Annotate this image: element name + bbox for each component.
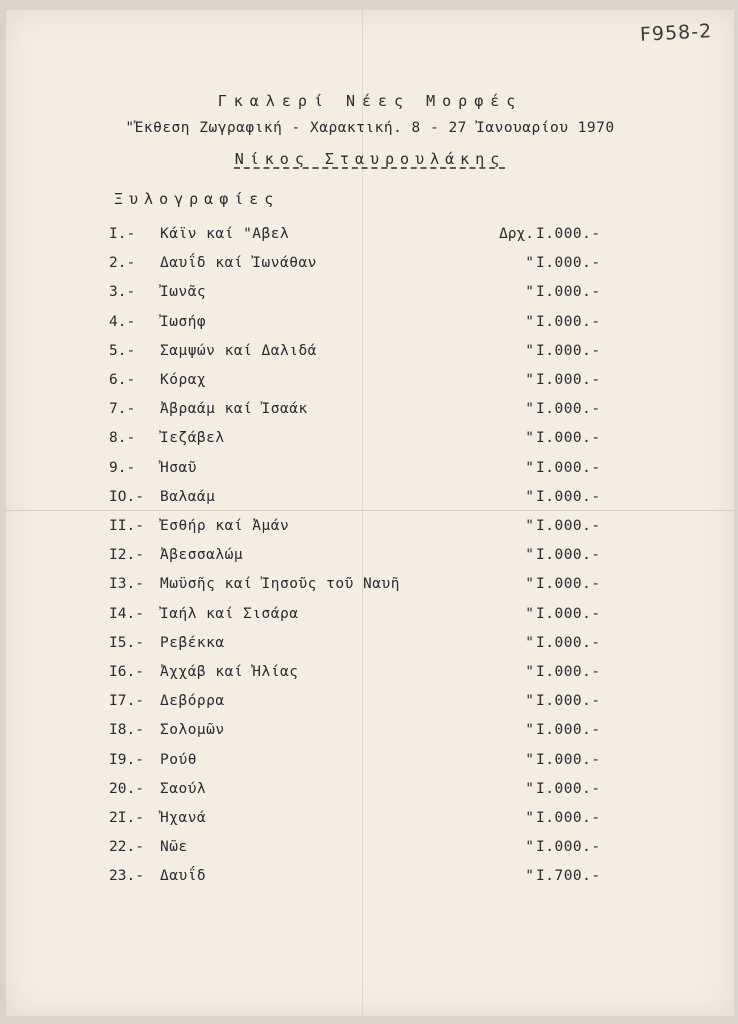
list-item <box>6 868 734 888</box>
item-title: Ἠσαῦ <box>160 459 197 476</box>
item-title: Ἰαήλ καί Σισάρα <box>160 605 299 622</box>
price-prefix: " <box>525 488 534 505</box>
list-item <box>6 489 734 509</box>
item-title: Ἰωνᾶς <box>160 284 207 301</box>
item-number: 7.- <box>109 401 136 418</box>
item-price: I.000.- <box>536 226 601 242</box>
item-price: I.000.- <box>536 634 601 651</box>
item-title: Σαούλ <box>160 780 207 797</box>
price-prefix: " <box>525 518 534 534</box>
item-title: Μωϋσῆς καί Ἰησοῦς τοῦ Ναυῆ <box>160 576 400 593</box>
price-prefix: " <box>525 430 534 447</box>
exhibition-title: "Ἐκθεση Ζωγραφική - Χαρακτική. 8 - 27 Ἰανουαρίου 1970 <box>125 120 615 136</box>
item-number: I7.- <box>109 693 144 710</box>
list-item <box>6 693 734 713</box>
item-price: I.700.- <box>536 868 601 885</box>
item-number: 5.- <box>109 342 136 359</box>
list-item <box>6 752 734 772</box>
item-number: I5.- <box>109 634 144 651</box>
item-number: 23.- <box>109 868 144 885</box>
item-title: Σαμψών καί Δαλιδά <box>160 342 317 359</box>
item-title: Κόραχ <box>160 372 207 388</box>
list-item <box>6 460 734 480</box>
price-prefix: " <box>525 284 534 301</box>
price-prefix: " <box>525 693 534 710</box>
list-item <box>6 314 734 334</box>
list-item <box>6 810 734 830</box>
price-prefix: " <box>525 722 534 739</box>
item-number: 20.- <box>109 780 144 797</box>
list-item <box>6 606 734 626</box>
item-number: 3.- <box>109 284 136 301</box>
price-prefix: " <box>525 810 534 826</box>
item-title: Νῶε <box>160 839 188 856</box>
item-price: I.000.- <box>536 401 601 418</box>
list-item <box>6 664 734 684</box>
item-title: Κάϊν καί "Αβελ <box>160 226 290 242</box>
item-price: I.000.- <box>536 488 601 505</box>
list-item <box>6 518 734 538</box>
list-item <box>6 226 734 246</box>
item-title: Ἀβεσσαλώμ <box>160 547 244 564</box>
item-title: Δαυΐδ <box>160 868 207 885</box>
item-number: II.- <box>109 518 144 534</box>
item-number: I3.- <box>109 576 144 593</box>
item-number: I4.- <box>109 605 144 622</box>
item-title: Δαυΐδ καί Ἰωνάθαν <box>160 255 317 272</box>
item-title: Δεβόρρα <box>160 693 225 710</box>
item-price: I.000.- <box>536 313 601 330</box>
price-prefix: " <box>525 576 534 593</box>
item-price: I.000.- <box>536 810 601 826</box>
item-title: Ἰωσήφ <box>160 313 207 330</box>
item-number: I9.- <box>109 751 144 768</box>
item-title: Σολομῶν <box>160 722 225 739</box>
item-number: 22.- <box>109 839 144 856</box>
list-item <box>6 401 734 421</box>
price-prefix: " <box>525 401 534 418</box>
list-item <box>6 722 734 742</box>
item-title: Ρούθ <box>160 751 197 768</box>
archive-code: F958-2 <box>639 20 713 46</box>
item-price: I.000.- <box>536 518 601 534</box>
item-price: I.000.- <box>536 605 601 622</box>
price-prefix: " <box>525 664 534 680</box>
list-item <box>6 343 734 363</box>
item-number: I2.- <box>109 547 144 564</box>
item-title: Βαλαάμ <box>160 488 216 505</box>
item-title: Ἰεζάβελ <box>160 430 225 447</box>
list-item <box>6 372 734 392</box>
item-number: 9.- <box>109 459 136 476</box>
item-title: Ἀβραάμ καί Ἰσαάκ <box>160 401 308 418</box>
list-item <box>6 576 734 596</box>
price-prefix: " <box>525 605 534 622</box>
item-number: I.- <box>109 226 136 242</box>
item-price: I.000.- <box>536 693 601 710</box>
price-prefix: " <box>525 751 534 768</box>
item-title: Ἠχανά <box>160 810 207 826</box>
price-prefix: " <box>525 313 534 330</box>
price-prefix: " <box>525 372 534 388</box>
item-price: I.000.- <box>536 576 601 593</box>
item-price: I.000.- <box>536 839 601 856</box>
price-prefix: Δρχ. <box>499 226 534 242</box>
price-prefix: " <box>525 780 534 797</box>
item-number: 2I.- <box>109 810 144 826</box>
item-price: I.000.- <box>536 459 601 476</box>
document-page <box>6 10 734 1016</box>
item-number: 6.- <box>109 372 136 388</box>
list-item <box>6 547 734 567</box>
section-title: Ξυλογραφίες <box>114 190 280 208</box>
price-prefix: " <box>525 255 534 272</box>
item-number: 4.- <box>109 313 136 330</box>
item-number: 2.- <box>109 255 136 272</box>
list-item <box>6 781 734 801</box>
price-prefix: " <box>525 839 534 856</box>
fold-line-horizontal <box>6 510 734 511</box>
list-item <box>6 839 734 859</box>
item-price: I.000.- <box>536 255 601 272</box>
item-number: IO.- <box>109 488 144 505</box>
item-price: I.000.- <box>536 664 601 680</box>
item-price: I.000.- <box>536 780 601 797</box>
item-price: I.000.- <box>536 342 601 359</box>
item-price: I.000.- <box>536 751 601 768</box>
list-item <box>6 255 734 275</box>
price-prefix: " <box>525 342 534 359</box>
item-number: I6.- <box>109 664 144 680</box>
item-number: 8.- <box>109 430 136 447</box>
list-item <box>6 635 734 655</box>
price-prefix: " <box>525 459 534 476</box>
price-prefix: " <box>525 547 534 564</box>
gallery-name: Γκαλερί Νέες Μορφές <box>217 92 523 110</box>
item-title: Ἀχχάβ καί Ἠλίας <box>160 664 299 680</box>
price-prefix: " <box>525 868 534 885</box>
item-price: I.000.- <box>536 547 601 564</box>
list-item <box>6 284 734 304</box>
item-title: Ρεβέκκα <box>160 634 225 651</box>
item-number: I8.- <box>109 722 144 739</box>
item-price: I.000.- <box>536 722 601 739</box>
list-item <box>6 430 734 450</box>
item-price: I.000.- <box>536 284 601 301</box>
item-title: Ἐσθήρ καί Ἀμάν <box>160 518 290 534</box>
price-prefix: " <box>525 634 534 651</box>
item-price: I.000.- <box>536 430 601 447</box>
item-price: I.000.- <box>536 372 601 388</box>
artist-name: Νίκος Σταυρουλάκης <box>234 150 506 168</box>
